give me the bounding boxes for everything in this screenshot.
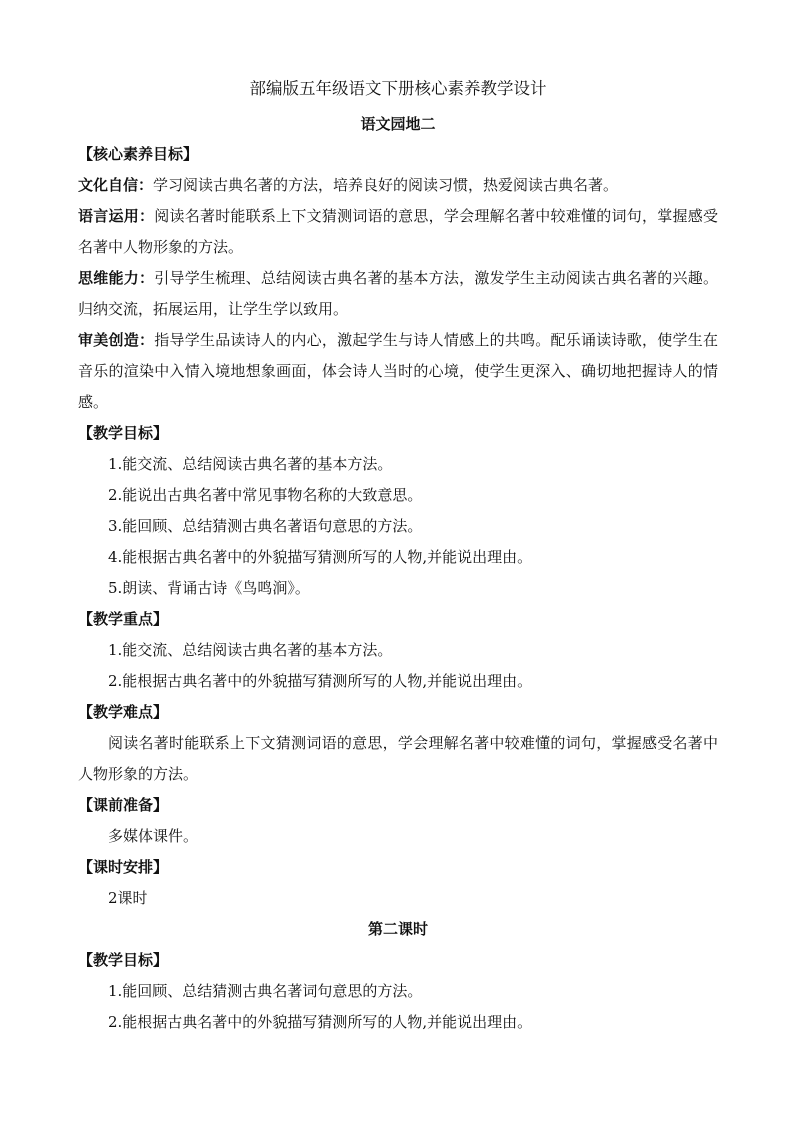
core-goal-culture bbox=[78, 170, 718, 201]
core-goal-text: 学习阅读古典名著的方法，培养良好的阅读习惯，热爱阅读古典名著。 bbox=[153, 176, 619, 194]
schedule-heading: 【课时安排】 bbox=[78, 858, 169, 876]
document-subtitle: 语文园地二 bbox=[360, 115, 436, 133]
schedule-text: 2课时 bbox=[108, 889, 148, 907]
core-goal-text: 阅读名著时能联系上下文猜测词语的意思，学会理解名著中较难懂的词句，掌握感受名著中人物形象的方法。 bbox=[78, 207, 718, 256]
teaching-goal-item: 3.能回顾、总结猜测古典名著语句意思的方法。 bbox=[108, 517, 423, 535]
core-goal-thinking bbox=[78, 263, 718, 325]
core-goal-label: 思维能力： bbox=[78, 269, 155, 287]
document-title: 部编版五年级语文下册核心素养教学设计 bbox=[249, 79, 547, 98]
difficulties-heading: 【教学难点】 bbox=[78, 703, 169, 721]
core-goal-label: 语言运用： bbox=[78, 207, 155, 225]
core-goal-label: 文化自信： bbox=[78, 176, 154, 194]
lesson-two-goal-item: 1.能回顾、总结猜测古典名著词句意思的方法。 bbox=[108, 982, 423, 1000]
difficulties-text: 阅读名著时能联系上下文猜测词语的意思，学会理解名著中较难懂的词句，掌握感受名著中人物形象的方法。 bbox=[78, 734, 718, 783]
document-page bbox=[78, 74, 718, 1038]
preparation-text: 多媒体课件。 bbox=[108, 827, 199, 845]
core-goal-label: 审美创造： bbox=[78, 331, 155, 349]
core-goal-language bbox=[78, 201, 718, 263]
teaching-goal-item: 2.能说出古典名著中常见事物名称的大致意思。 bbox=[108, 486, 423, 504]
key-points-heading: 【教学重点】 bbox=[78, 610, 169, 628]
key-point-item: 2.能根据古典名著中的外貌描写猜测所写的人物,并能说出理由。 bbox=[108, 672, 533, 690]
lesson-two-goals-heading: 【教学目标】 bbox=[78, 951, 169, 969]
lesson-two-title: 第二课时 bbox=[367, 920, 428, 938]
preparation-heading: 【课前准备】 bbox=[78, 796, 169, 814]
core-goals-heading: 【核心素养目标】 bbox=[78, 145, 199, 163]
key-point-item: 1.能交流、总结阅读古典名著的基本方法。 bbox=[108, 641, 393, 659]
teaching-goal-item: 4.能根据古典名著中的外貌描写猜测所写的人物,并能说出理由。 bbox=[108, 548, 533, 566]
teaching-goal-item: 5.朗读、背诵古诗《鸟鸣涧》。 bbox=[108, 579, 310, 597]
core-goal-text: 指导学生品读诗人的内心，激起学生与诗人情感上的共鸣。配乐诵读诗歌，使学生在音乐的渲染中入情入境地想象画面，体会诗人当时的心境，使学生更深入、确切地把握诗人的情感。 bbox=[78, 331, 718, 411]
core-goal-text: 引导学生梳理、总结阅读古典名著的基本方法，激发学生主动阅读古典名著的兴趣。归纳交流，拓展运用，让学生学以致用。 bbox=[78, 269, 718, 318]
core-goal-aesthetic bbox=[78, 325, 718, 418]
lesson-two-goal-item: 2.能根据古典名著中的外貌描写猜测所写的人物,并能说出理由。 bbox=[108, 1013, 533, 1031]
teaching-goal-item: 1.能交流、总结阅读古典名著的基本方法。 bbox=[108, 455, 393, 473]
teaching-goals-heading: 【教学目标】 bbox=[78, 424, 169, 442]
